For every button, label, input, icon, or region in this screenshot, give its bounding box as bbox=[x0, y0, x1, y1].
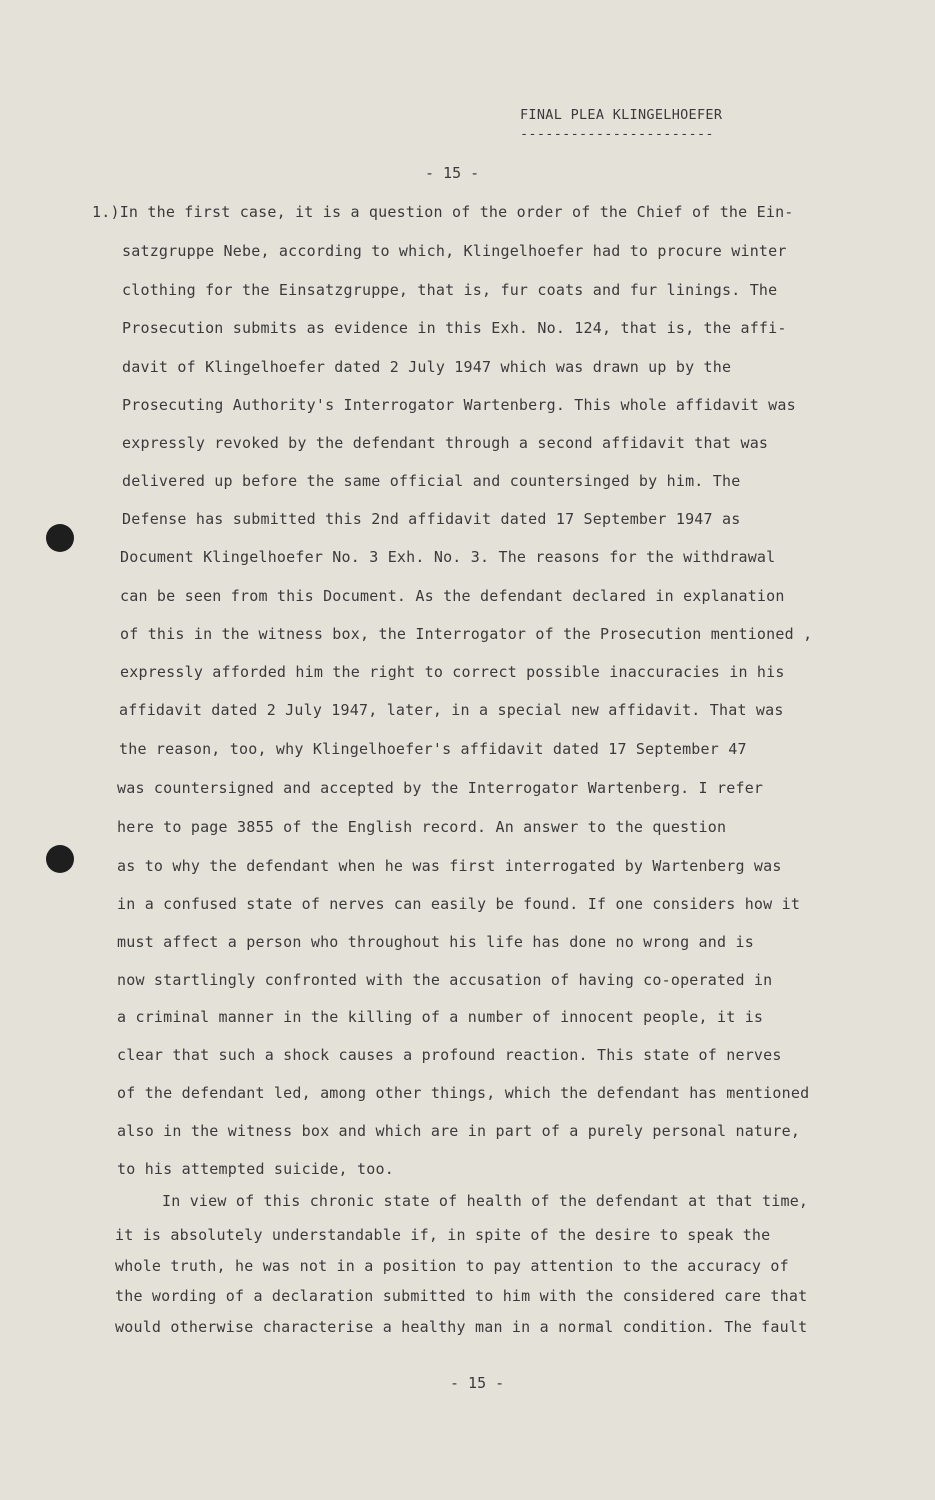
text-line: satzgruppe Nebe, according to which, Klingelhoefer had to procure winter bbox=[122, 242, 787, 260]
text-line: now startlingly confronted with the accusation of having co-operated in bbox=[117, 971, 773, 989]
text-line: can be seen from this Document. As the defendant declared in explanation bbox=[120, 587, 785, 605]
text-line: it is absolutely understandable if, in spite of the desire to speak the bbox=[115, 1226, 771, 1244]
text-line: clear that such a shock causes a profound reaction. This state of nerves bbox=[117, 1046, 782, 1064]
text-line: Prosecution submits as evidence in this Exh. No. 124, that is, the affi- bbox=[122, 319, 787, 337]
text-line: was countersigned and accepted by the Interrogator Wartenberg. I refer bbox=[117, 779, 764, 797]
text-line: of the defendant led, among other things, which the defendant has mentioned bbox=[117, 1084, 810, 1102]
document-header: FINAL PLEA KLINGELHOEFER bbox=[520, 107, 723, 123]
text-line: delivered up before the same official and countersinged by him. The bbox=[122, 472, 741, 490]
text-line: In view of this chronic state of health of the defendant at that time, bbox=[162, 1192, 809, 1210]
text-line: whole truth, he was not in a position to pay attention to the accuracy of bbox=[115, 1257, 789, 1275]
text-line: must affect a person who throughout his life has done no wrong and is bbox=[117, 933, 754, 951]
text-line: a criminal manner in the killing of a number of innocent people, it is bbox=[117, 1008, 764, 1026]
text-line: affidavit dated 2 July 1947, later, in a special new affidavit. That was bbox=[119, 701, 784, 719]
text-line: expressly revoked by the defendant through a second affidavit that was bbox=[122, 434, 769, 452]
text-line: would otherwise characterise a healthy man in a normal condition. The fault bbox=[115, 1318, 808, 1336]
text-line: expressly afforded him the right to correct possible inaccuracies in his bbox=[120, 663, 785, 681]
punch-hole bbox=[46, 524, 74, 552]
text-line: Prosecuting Authority's Interrogator Wartenberg. This whole affidavit was bbox=[122, 396, 796, 414]
text-line: 1.)In the first case, it is a question of the order of the Chief of the Ein- bbox=[92, 203, 794, 221]
text-line: in a confused state of nerves can easily be found. If one considers how it bbox=[117, 895, 801, 913]
text-line: here to page 3855 of the English record. An answer to the question bbox=[117, 818, 727, 836]
text-line: as to why the defendant when he was first interrogated by Wartenberg was bbox=[117, 857, 782, 875]
text-line: to his attempted suicide, too. bbox=[117, 1160, 394, 1178]
text-line: Defense has submitted this 2nd affidavit dated 17 September 1947 as bbox=[122, 510, 741, 528]
header-underline: ----------------------- bbox=[520, 126, 714, 142]
punch-hole bbox=[46, 845, 74, 873]
text-line: davit of Klingelhoefer dated 2 July 1947 which was drawn up by the bbox=[122, 358, 732, 376]
text-line: the reason, too, why Klingelhoefer's affidavit dated 17 September 47 bbox=[119, 740, 747, 758]
text-line: also in the witness box and which are in part of a purely personal nature, bbox=[117, 1122, 801, 1140]
page-number-top: - 15 - bbox=[425, 164, 480, 182]
page-number-bottom: - 15 - bbox=[450, 1374, 505, 1392]
text-line: of this in the witness box, the Interrogator of the Prosecution mentioned , bbox=[120, 625, 813, 643]
text-line: the wording of a declaration submitted to him with the considered care that bbox=[115, 1287, 808, 1305]
text-line: clothing for the Einsatzgruppe, that is, fur coats and fur linings. The bbox=[122, 281, 778, 299]
text-line: Document Klingelhoefer No. 3 Exh. No. 3. The reasons for the withdrawal bbox=[120, 548, 776, 566]
